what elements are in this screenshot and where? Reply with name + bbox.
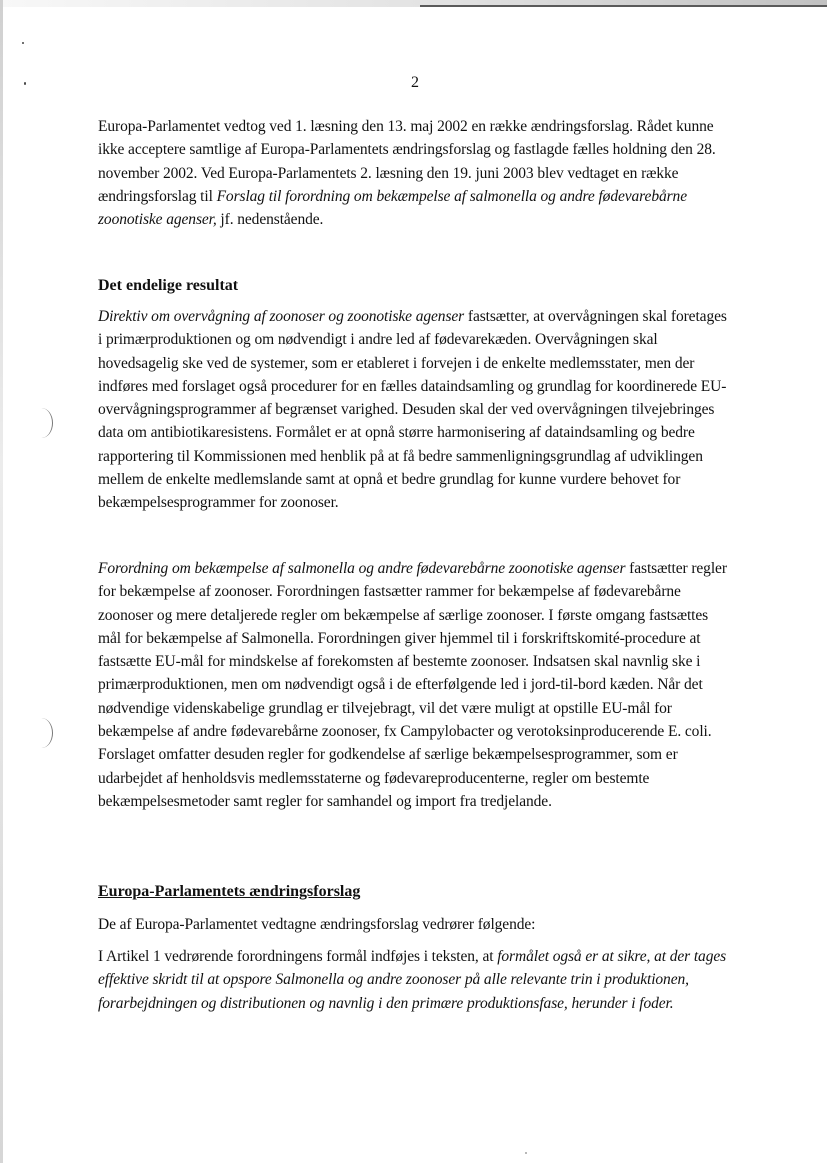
regulation-text: fastsætter regler for bekæmpelse af zoonoser. Forordningen fastsætter rammer for bekæmpelse af fødevarebårne zoonoser og mere detaljerede regler om bekæmpelse af særlige zoonoser. I første omgang fastsættes mål for bekæmpelse af Salmonella. Forordningen giver hjemmel til i forskriftskomité-procedure at fastsætte EU-mål for mindskelse af forekomsten af bestemte zoonoser. Indsatsen skal navnlig ske i primærproduktionen, men om nødvendigt også i de efterfølgende led i jord-til-bord kæden. Når det nødvendige videnskabelige grundlag er tilvejebragt, vil det være muligt at opstille EU-mål for bekæmpelse af andre fødevarebårne zoonoser, fx Campylobacter og verotoksinproducerende E. coli. Forslaget omfatter desuden regler for godkendelse af særlige bekæmpelsesprogrammer, som er udarbejdet af henholdsvis medlemsstaterne og fødevareproducenterne, regler om bestemte bekæmpelsesmetoder samt regler for samhandel og import fra tredjelande.	[98, 560, 727, 810]
directive-text: fastsætter, at overvågningen skal foretages i primærproduktionen og om nødvendigt i andre led af fødevarekæden. Overvågningen skal hovedsagelig ske ved de systemer, som er etableret i forvejen i de enkelte medlemsstater, men der indføres med forslaget også procedurer for en fælles dataindsamling og grundlag for koordinerede EU-overvågningsprogrammer af begrænset varighed. Desuden skal der ved overvågningen tilvejebringes data om antibiotikaresistens. Formålet er at opnå større harmonisering af dataindsamling og bedre rapportering til Kommissionen med henblik på at få bedre sammenligningsgrundlag af udviklingen mellem de enkelte medlemslande samt at opnå et bedre grundlag for kunne vurdere behovet for bekæmpelsesprogrammer for zoonoser.	[98, 308, 727, 512]
scan-edge-left	[0, 0, 3, 1163]
punch-hole-mark	[30, 408, 53, 438]
scan-speck	[24, 82, 26, 85]
section-heading-result: Det endelige resultat	[98, 277, 239, 294]
scan-speck	[22, 42, 24, 44]
scan-edge-line	[420, 5, 827, 7]
intro-paragraph	[98, 115, 730, 231]
page-number: 2	[411, 74, 419, 91]
article1-text: I Artikel 1 vedrørende forordningens formål indføjes i teksten, at	[98, 948, 498, 965]
directive-title: Direktiv om overvågning af zoonoser og zoonotiske agenser	[98, 308, 465, 325]
amendments-intro: De af Europa-Parlamentet vedtagne ændringsforslag vedrører følgende:	[98, 916, 536, 933]
section-heading-amendments: Europa-Parlamentets ændringsforslag	[98, 883, 361, 900]
regulation-title-2: Forordning om bekæmpelse af salmonella og andre fødevarebårne zoonotiske agenser	[98, 560, 626, 577]
intro-text-end: jf. nedenstående.	[216, 211, 324, 229]
article1-paragraph	[98, 945, 730, 1015]
directive-paragraph	[98, 305, 730, 515]
regulation-paragraph	[98, 557, 730, 813]
article1-quote: formålet også er at sikre, at der tages effektive skridt til at opspore Salmonella og andre zoonoser på alle relevante trin i produktionen, forarbejdningen og distributionen og navnlig i den primære produktionsfase, herunder i foder.	[98, 948, 727, 1012]
punch-hole-mark	[30, 718, 53, 748]
scan-speck	[525, 1152, 527, 1154]
regulation-title: Forslag til forordning om bekæmpelse af salmonella og andre fødevarebårne zoonotiske agenser,	[98, 187, 687, 229]
intro-text: Europa-Parlamentet vedtog ved 1. læsning den 13. maj 2002 en række ændringsforslag. Rådet kunne ikke acceptere samtlige af Europa-Parlamentets ændringsforslag og fastlagde fælles holdning den 28. november 2002. Ved Europa-Parlamentets 2. læsning den 19. juni 2003 blev vedtaget en række ændringsforslag til	[98, 118, 716, 205]
